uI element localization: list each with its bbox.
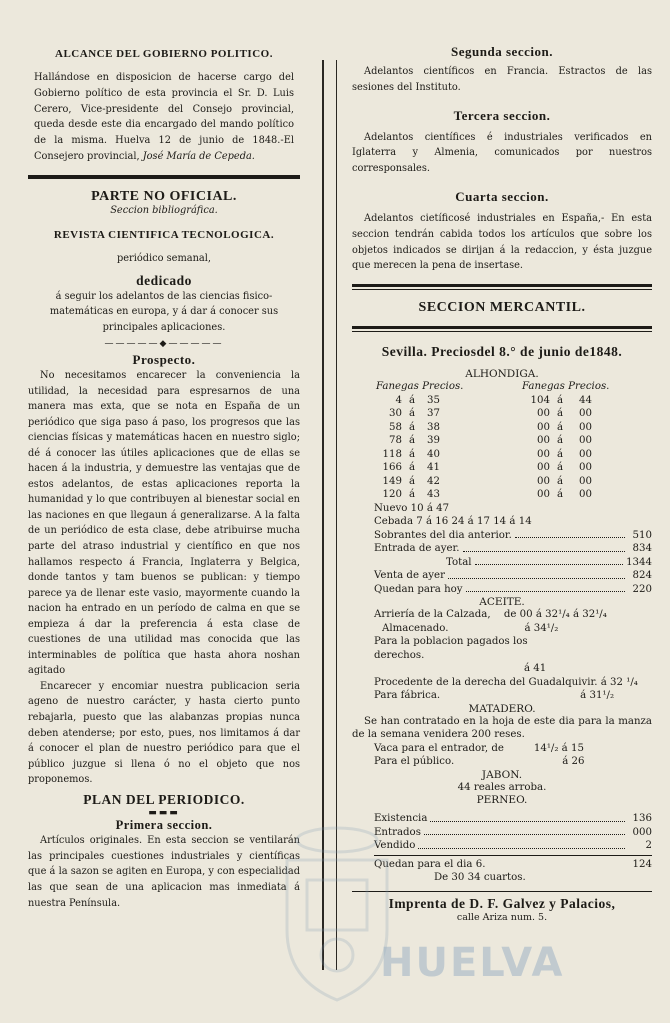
mercantil-rule-bottom xyxy=(352,326,652,332)
section-rule xyxy=(28,175,300,179)
column-divider-thin xyxy=(336,60,337,970)
fanegas-cell: á xyxy=(556,421,564,433)
almacenado-label: Almacenado. xyxy=(382,622,449,634)
fanegas-cell: 00 xyxy=(579,435,592,447)
vendido-value: 2 xyxy=(645,840,652,852)
sevilla-title: Sevilla. Preciosdel 8.° de junio de1848. xyxy=(381,344,623,360)
fanegas-cell: á xyxy=(556,489,564,501)
fanegas-cell: á xyxy=(408,475,416,487)
alhondiga-heading: ALHONDIGA. xyxy=(465,368,539,381)
fanegas-table xyxy=(352,394,652,502)
existencia-value: 136 xyxy=(632,813,652,825)
fanegas-cell: á xyxy=(556,408,564,420)
prospecto-paragraph-1: No necesitamos encarecer la conveniencia la utilidad, la necesidad para espresarnos de una manera mas exta, que se nota en España de un periódico que siga paso á paso, los progresos que las ciencias físicas y matemáticas hacen en nuestro siglo; dé á conocer las útiles aplicaciones que de ellas se hacen á la industria, y demuestre las ventajas que de estos adelantos, de estas aplicaciones reporta la humanidad y lo que contribuyen al bienestar social en las naciones en que llegaun á generalizarse. A la falta de un periódico de esta clase, debe atribuirse mucha parte del atraso industrial y científico en que nos hallamos respecto á Francia, Inglaterra y Belgica, donde tantos y tam buenos se publican: y tiempo parece ya de llenar este vasio, mayormente cuando la nacion ha entrado en un período de calma en que se empieza á dar la preferencia á esta clase de cuestiones de una utilidad mas conocida que las interminables de política que hasta ahora noshan agitado xyxy=(28,369,300,677)
arrieria-label: Arriería de la Calzada, xyxy=(374,609,491,621)
sobrantes-value: 510 xyxy=(632,529,652,541)
matadero-heading: MATADERO. xyxy=(468,702,536,715)
fanegas-header-left: Fanegas Precios. xyxy=(376,381,464,393)
fanegas-cell: 00 xyxy=(537,421,550,433)
venta-value: 824 xyxy=(632,570,652,582)
mercantil-rule-top xyxy=(352,284,652,290)
cuarta-seccion-title: Cuarta seccion. xyxy=(455,188,549,204)
fanegas-cell: 00 xyxy=(579,421,592,433)
plan-title: PLAN DEL PERIODICO. xyxy=(83,791,245,807)
matadero-text: Se han contratado en la hoja de este dia para la manza de la semana venidera 200 reses. xyxy=(352,715,652,741)
fanegas-cell: á xyxy=(408,394,416,406)
quedan-6-row xyxy=(374,858,652,872)
existencia-row xyxy=(374,812,652,826)
fanegas-cell: 00 xyxy=(537,435,550,447)
imprenta-line: Imprenta de D. F. Galvez y Palacios, xyxy=(388,895,616,911)
fanegas-cell: á xyxy=(556,435,564,447)
poblacion-value: á 41 xyxy=(524,663,547,675)
entrada-row xyxy=(374,542,652,556)
entrados-value: 000 xyxy=(632,826,652,838)
ornament-divider: —————◆————— xyxy=(104,338,224,349)
jabon-heading: JABON. xyxy=(481,768,523,781)
fanegas-cell: 00 xyxy=(537,489,550,501)
footer-rule xyxy=(352,891,652,892)
dedicado: dedicado xyxy=(136,272,192,288)
fanegas-header-right: Fanegas Precios. xyxy=(522,381,610,393)
fanegas-cell: 78 xyxy=(389,435,402,447)
cuarta-seccion-text: Adelantos cietíficosé industriales en España,- En esta seccion tendrán cabida todos los artículos que sobre los objetos indicados se dirijan á la redaccion, y ésta juzgue que merecen la pena de insertase. xyxy=(352,212,652,272)
total-value: 1344 xyxy=(626,556,652,568)
periodico-semanal: periódico semanal, xyxy=(116,252,212,264)
fanegas-cell: 118 xyxy=(382,448,402,460)
fanegas-row xyxy=(382,434,652,448)
fanegas-cell: 58 xyxy=(389,421,402,433)
fanegas-cell xyxy=(440,421,522,435)
fanegas-cell: 120 xyxy=(382,489,402,501)
fabrica-row xyxy=(374,689,652,703)
entrados-label: Entrados xyxy=(374,826,421,838)
fanegas-cell xyxy=(440,448,522,462)
fanegas-cell: 40 xyxy=(427,448,440,460)
entrada-label: Entrada de ayer. xyxy=(374,543,460,555)
fanegas-cell: 149 xyxy=(382,475,402,487)
fabrica-value: á 31¹/₂ xyxy=(580,690,615,702)
reales-arroba: 44 reales arroba. xyxy=(457,781,547,793)
aceite-heading: ACEITE. xyxy=(479,596,525,609)
fanegas-cell: 00 xyxy=(579,475,592,487)
fanegas-row xyxy=(382,448,652,462)
fanegas-cell xyxy=(440,394,522,408)
column-divider-thick xyxy=(322,60,324,970)
procedente-label: Procedente de la derecha del Guadalquivir. xyxy=(374,676,598,688)
left-column xyxy=(28,48,300,912)
almacenado-row xyxy=(374,622,652,636)
alcance-text xyxy=(28,70,300,165)
cebada-line: Cebada 7 á 16 24 á 17 14 á 14 xyxy=(374,516,532,528)
fanegas-cell: 00 xyxy=(537,462,550,474)
dedicado-text: á seguir los adelantos de las ciencias fisico-matemáticas en europa, y á dar á conocer sus principales aplicaciones. xyxy=(49,290,279,334)
tercera-seccion-text: Adelantos científices é industriales verificados en Iglaterra y Almenia, comunicados por nuestros corresponsales. xyxy=(352,131,652,175)
existencia-label: Existencia xyxy=(374,813,428,825)
watermark-text: HUELVA xyxy=(380,940,565,986)
quedan-6-label: Quedan para el dia 6. xyxy=(374,858,486,870)
fanegas-cell: 37 xyxy=(427,408,440,420)
fanegas-cell: 166 xyxy=(382,462,402,474)
fanegas-cell: á xyxy=(408,462,416,474)
publico-value: á 26 xyxy=(562,756,585,768)
fanegas-row xyxy=(382,461,652,475)
publico-label: Para el público. xyxy=(374,756,455,768)
poblacion-row: Para la poblacion pagados los derechos. xyxy=(374,636,528,661)
de-30-row: De 30 34 cuartos. xyxy=(434,872,526,884)
fanegas-cell xyxy=(440,434,522,448)
fanegas-cell xyxy=(440,488,522,502)
fanegas-cell: 43 xyxy=(427,489,440,501)
sobrantes-row xyxy=(374,529,652,543)
segunda-seccion-text: Adelantos científicos en Francia. Estractos de las sesiones del Instituto. xyxy=(352,66,652,93)
fanegas-cell: á xyxy=(408,408,416,420)
vaca-row xyxy=(374,742,652,756)
fanegas-cell xyxy=(440,475,522,489)
ornament-divider-2: ▬▬▬ xyxy=(148,807,180,818)
seccion-bibliografica: Seccion bibliográfica. xyxy=(110,204,218,216)
primera-seccion-text: Artículos originales. En esta seccion se ventilarán las principales cuestiones industriales y científicas que á la sazon se agiten en Europa, y con especialidad las que sean de una aplicacion mas inmediata á nuestra Península. xyxy=(28,834,300,909)
fanegas-cell: á xyxy=(556,394,564,406)
tercera-seccion-title: Tercera seccion. xyxy=(453,107,551,123)
right-column xyxy=(352,44,652,923)
prospecto-title: Prospecto. xyxy=(132,351,196,367)
venta-label: Venta de ayer xyxy=(374,570,445,582)
fanegas-cell: á xyxy=(408,448,416,460)
publico-row xyxy=(374,755,652,769)
fanegas-cell: 4 xyxy=(395,394,402,406)
mercantil-title: SECCION MERCANTIL. xyxy=(418,300,586,316)
quedan-label: Quedan para hoy xyxy=(374,583,463,595)
fanegas-cell: 00 xyxy=(579,489,592,501)
nuevo-line: Nuevo 10 á 47 xyxy=(374,502,450,514)
perneo-rule xyxy=(374,855,652,856)
vendido-row xyxy=(374,839,652,853)
fanegas-cell: 39 xyxy=(427,435,440,447)
primera-seccion-title: Primera seccion. xyxy=(115,817,213,832)
vaca-label: Vaca para el entrador, de xyxy=(374,742,504,754)
fanegas-cell: 00 xyxy=(579,408,592,420)
fanegas-cell: á xyxy=(408,421,416,433)
fanegas-row xyxy=(382,421,652,435)
arrieria-value: de 00 á 32¹/₄ á 32¹/₄ xyxy=(503,609,607,621)
fanegas-cell: 42 xyxy=(427,475,440,487)
parte-no-oficial-title: PARTE NO OFICIAL. xyxy=(91,188,237,204)
fanegas-cell: 38 xyxy=(427,421,440,433)
fanegas-cell: á xyxy=(556,448,564,460)
perneo-heading: PERNEO. xyxy=(476,794,528,807)
fanegas-cell: 00 xyxy=(579,462,592,474)
fanegas-cell: á xyxy=(408,489,416,501)
calle-line: calle Ariza num. 5. xyxy=(456,911,548,923)
perneo-block xyxy=(352,812,652,885)
fanegas-cell: 41 xyxy=(427,462,440,474)
entrados-row xyxy=(374,826,652,840)
fanegas-cell: 00 xyxy=(537,475,550,487)
alcance-body: Hallándose en disposicion de hacerse cargo del Gobierno político de esta provincia el Sr. D. Luis Cerero, Vice-presidente del Consejo provincial, queda desde este dia encargado del mando político de la misma. Huelva 12 de junio de 1848.-El Consejero provincial, xyxy=(34,72,294,162)
fanegas-cell xyxy=(440,461,522,475)
arrieria-row xyxy=(374,608,652,622)
matadero-prices xyxy=(352,742,652,769)
procedente-value: á 32 ¹/₄ xyxy=(600,676,638,688)
fanegas-cell: 35 xyxy=(427,394,440,406)
fanegas-row xyxy=(382,407,652,421)
quedan-row xyxy=(374,583,652,597)
quedan-6-value: 124 xyxy=(632,858,652,870)
fabrica-label: Para fábrica. xyxy=(374,690,441,702)
fanegas-cell: 104 xyxy=(530,394,550,406)
total-label: Total xyxy=(446,556,472,568)
fanegas-cell xyxy=(440,407,522,421)
fanegas-row xyxy=(382,475,652,489)
sobrantes-label: Sobrantes del dia anterior. xyxy=(374,529,512,541)
procedente-row xyxy=(374,676,652,690)
segunda-seccion-title: Segunda seccion. xyxy=(451,44,553,59)
almacenado-value: á 34¹/₂ xyxy=(524,622,559,634)
vaca-value: 14¹/₂ á 15 xyxy=(533,742,584,754)
venta-row xyxy=(374,569,652,583)
fanegas-cell: á xyxy=(556,462,564,474)
revista-title: REVISTA CIENTIFICA TECNOLOGICA. xyxy=(53,228,275,241)
prospecto-paragraph-2: Encarecer y encomiar nuestra publicacion seria ageno de nuestro carácter, y hasta cierto punto rebajarla, puesto que las alabanzas propias nunca deben atenderse; por esto, pues, nos limitamos á dar á conocer el plan de nuestro periódico para que el público juzgue si llena ó no el objeto que nos proponemos. xyxy=(28,680,300,786)
fanegas-cell: 30 xyxy=(389,408,402,420)
aceite-block xyxy=(352,608,652,703)
alcance-title: ALCANCE DEL GOBIERNO POLITICO. xyxy=(55,48,273,60)
fanegas-header xyxy=(352,380,652,394)
fanegas-cell: 00 xyxy=(537,448,550,460)
vendido-label: Vendido xyxy=(374,840,416,852)
alcance-signer: José María de Cepeda. xyxy=(142,150,255,162)
alhondiga-summary xyxy=(352,502,652,597)
entrada-value: 834 xyxy=(632,543,652,555)
fanegas-row xyxy=(382,488,652,502)
quedan-value: 220 xyxy=(632,583,652,595)
fanegas-cell: 00 xyxy=(537,408,550,420)
fanegas-cell: á xyxy=(556,475,564,487)
fanegas-cell: 00 xyxy=(579,448,592,460)
fanegas-cell: á xyxy=(408,435,416,447)
fanegas-cell: 44 xyxy=(579,394,592,406)
fanegas-row xyxy=(382,394,652,408)
total-row xyxy=(374,556,652,570)
